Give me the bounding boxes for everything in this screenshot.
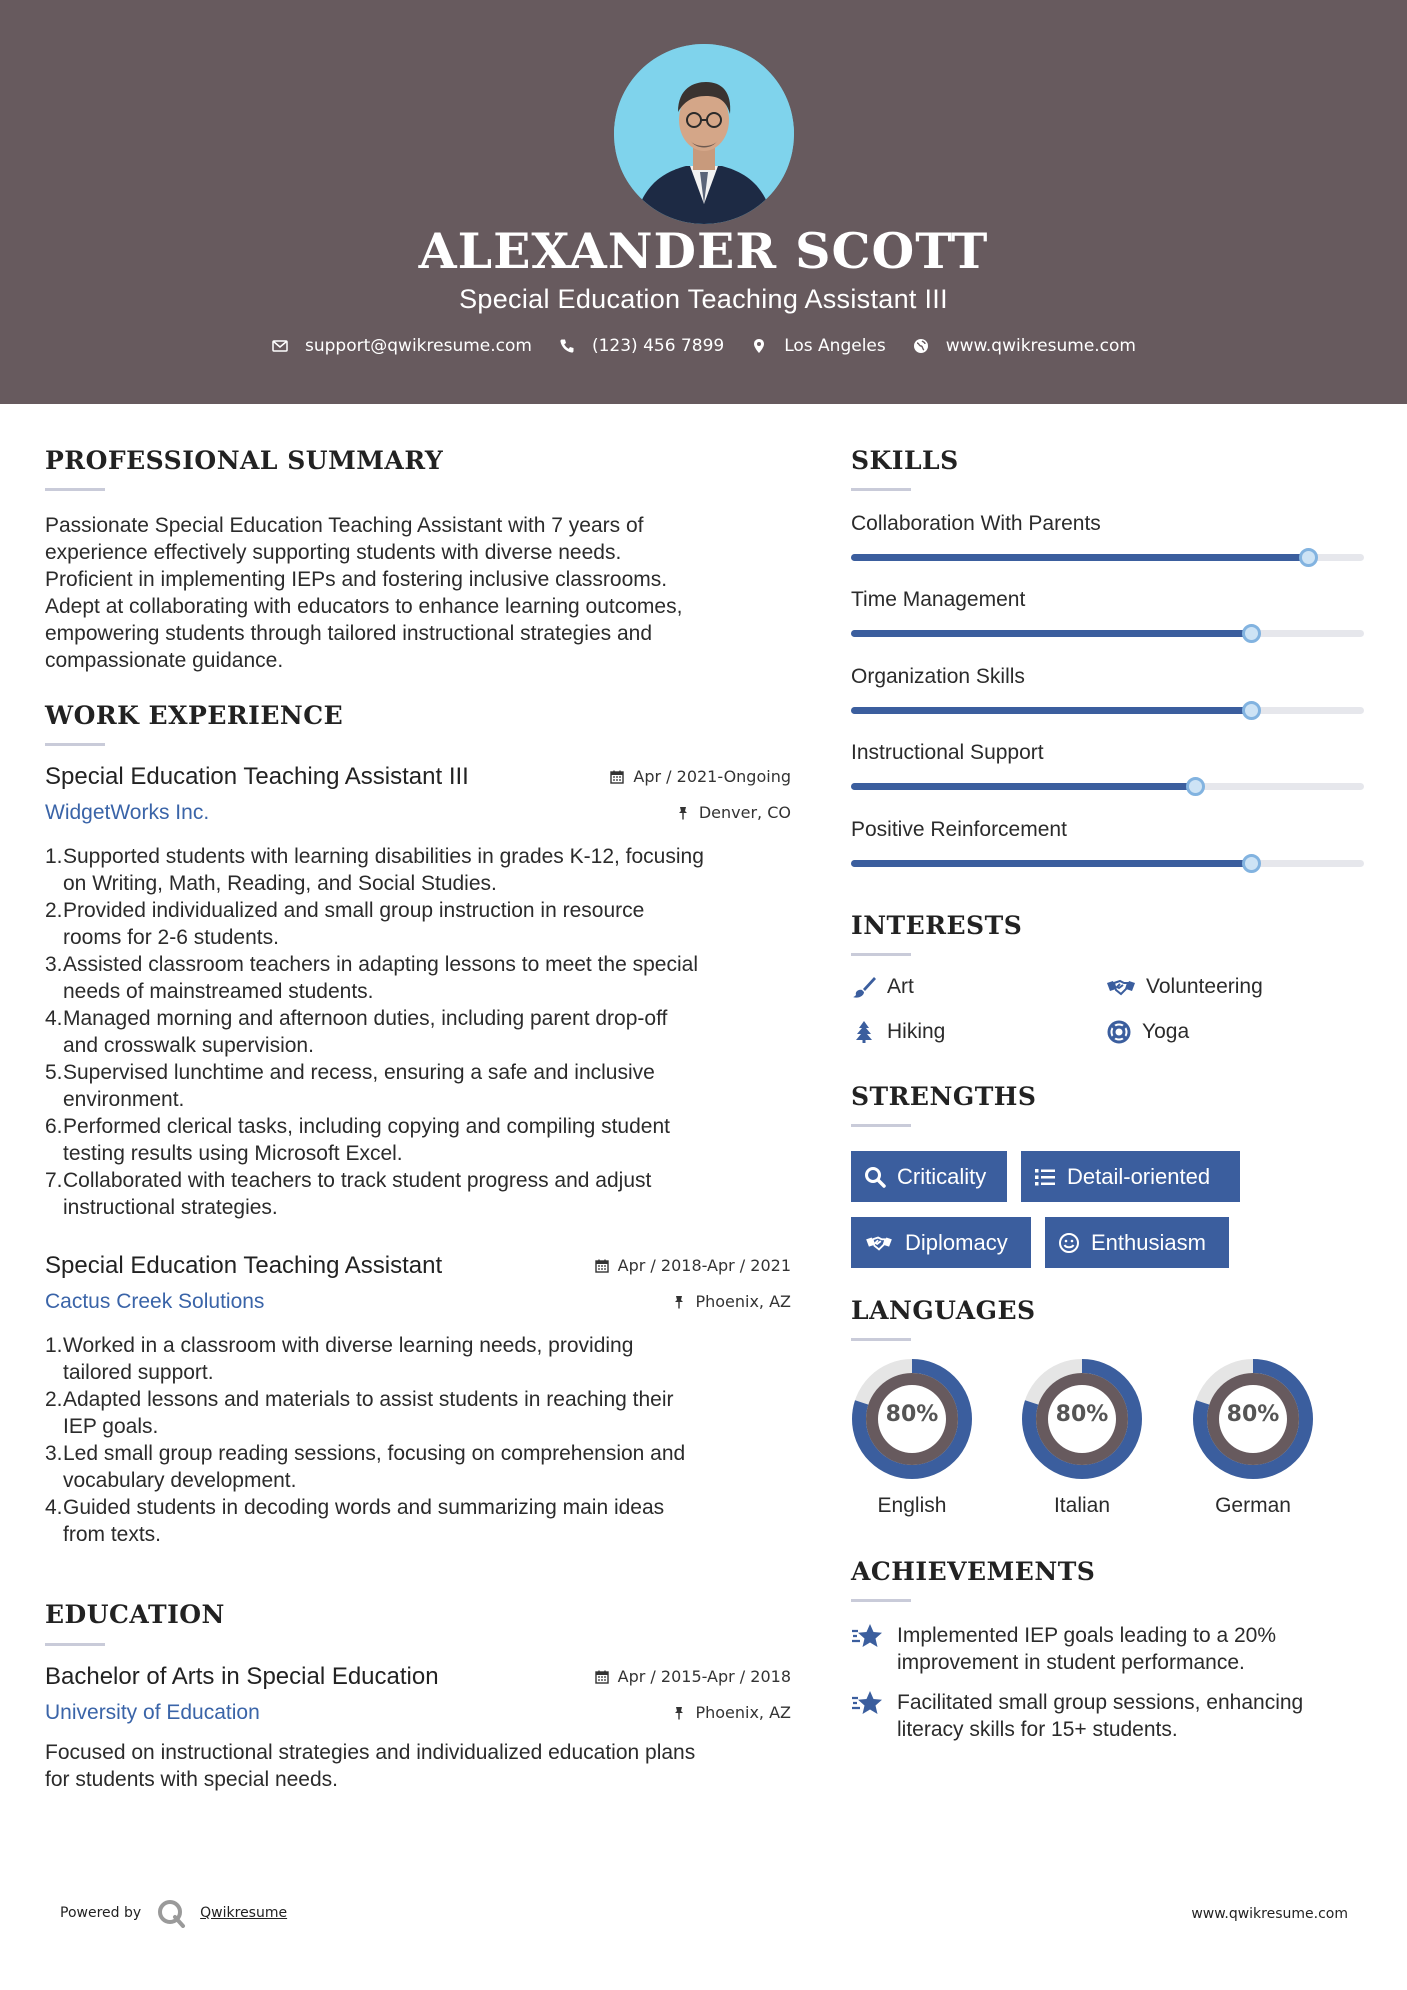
skill-name: Instructional Support [851,741,1044,764]
skill-bar-track [851,860,1364,867]
achievement-item [851,1622,1371,1676]
list-item: 4. Managed morning and afternoon duties, including parent drop-off and crosswalk supervision. [45,1007,668,1057]
job-location [672,1292,791,1311]
envelope-icon [271,337,289,355]
website-text: www.qwikresume.com [945,336,1136,356]
list-item: 3. Led small group reading sessions, focusing on comprehension and vocabulary development. [45,1442,686,1492]
achievement-item [851,1689,1371,1743]
strength-badge-criticality [851,1151,1007,1202]
school-name: University of Education [45,1701,260,1724]
candidate-name: ALEXANDER SCOTT [418,222,989,280]
degree-title: Bachelor of Arts in Special Education [45,1663,439,1690]
skill-level-knob [1186,777,1205,796]
education-location [672,1703,791,1722]
skill-bar-track [851,630,1364,637]
skill-level-knob [1242,701,1261,720]
job-company: WidgetWorks Inc. [45,801,210,824]
skills-divider [851,488,911,491]
language-name: German [1215,1494,1291,1517]
skill-bar-fill [851,630,1251,637]
languages-heading: LANGUAGES [851,1296,1036,1325]
summary-line: compassionate guidance. [45,649,284,672]
languages-divider [851,1338,911,1341]
phone-icon [558,337,576,355]
map-pin-icon [750,337,768,355]
list-item: 6. Performed clerical tasks, including copying and compiling student testing results using Microsoft Excel. [45,1115,670,1165]
education-heading: EDUCATION [45,1600,225,1629]
skill-level-knob [1242,624,1261,643]
job-location-text: Phoenix, AZ [695,1292,791,1311]
language-item [851,1358,973,1517]
skill-item [851,665,1364,721]
summary-divider [45,488,105,491]
summary-line: Adept at collaborating with educators to enhance learning outcomes, [45,595,683,618]
education-description [45,1739,791,1793]
calendar-icon [610,770,624,784]
search-icon [863,1165,887,1189]
list-item: 2. Adapted lessons and materials to assist students in reaching their IEP goals. [45,1388,674,1438]
skill-level-knob [1242,854,1261,873]
language-percent: 80% [885,1402,939,1427]
list-item: 1. Supported students with learning disabilities in grades K-12, focusing on Writing, Math, Reading, and Social Studies. [45,845,704,895]
list-icon [1033,1165,1057,1189]
job-location-text: Denver, CO [698,803,791,822]
interest-label: Art [887,975,914,998]
pushpin-icon [672,1295,686,1309]
job-duties [45,1332,791,1548]
strength-label: Enthusiasm [1091,1229,1206,1255]
email-text: support@qwikresume.com [305,336,532,356]
interests-divider [851,953,911,956]
phone-text: (123) 456 7899 [591,336,725,356]
skill-name: Collaboration With Parents [851,512,1101,535]
job-location [676,803,791,822]
strength-badge-detail-oriented [1021,1151,1240,1202]
pushpin-icon [672,1706,686,1720]
pushpin-icon [676,806,690,820]
calendar-icon [595,1259,609,1273]
skill-bar-fill [851,783,1195,790]
job-entry [45,763,791,1233]
contact-bar [0,336,1407,356]
job-duties [45,843,791,1221]
language-percent: 80% [1055,1402,1109,1427]
language-percent: 80% [1226,1402,1280,1427]
skill-name: Organization Skills [851,665,1025,688]
tree-icon [851,1020,877,1044]
contact-email[interactable] [271,336,532,356]
interest-label: Volunteering [1146,975,1263,998]
summary-line: empowering students through tailored instructional strategies and [45,622,653,645]
summary-line: Passionate Special Education Teaching Assistant with 7 years of [45,514,644,537]
job-date-text: Apr / 2018-Apr / 2021 [617,1256,791,1275]
achievement-line: Facilitated small group sessions, enhancing [897,1691,1304,1714]
qwikresume-logo-icon [156,1898,186,1928]
header [0,0,1407,404]
skill-item [851,512,1364,568]
profile-photo [614,44,794,224]
skill-bar-track [851,707,1364,714]
skill-name: Time Management [851,588,1026,611]
strengths-heading: STRENGTHS [851,1082,1037,1111]
location-text: Los Angeles [784,336,886,356]
strength-badge-enthusiasm [1045,1217,1229,1268]
strength-label: Criticality [897,1163,987,1189]
list-item: 2. Provided individualized and small group instruction in resource rooms for 2-6 students. [45,899,645,949]
star-icon [851,1622,885,1652]
achievement-line: literacy skills for 15+ students. [897,1718,1178,1741]
skill-bar-track [851,554,1364,561]
lifebuoy-icon [1106,1020,1132,1044]
skill-bar-fill [851,554,1308,561]
interest-label: Hiking [887,1020,946,1043]
skill-bar-fill [851,860,1251,867]
work-divider [45,743,105,746]
footer-website[interactable]: www.qwikresume.com [1191,1906,1348,1922]
education-location-text: Phoenix, AZ [695,1703,791,1722]
interests-heading: INTERESTS [851,911,1023,940]
skill-level-knob [1299,548,1318,567]
education-date [595,1667,791,1686]
skill-item [851,588,1364,644]
skills-heading: SKILLS [851,446,959,475]
summary-text [45,512,790,674]
strength-badge-diplomacy [851,1217,1031,1268]
education-entry [45,1663,791,1813]
skill-name: Positive Reinforcement [851,818,1067,841]
list-item: 4. Guided students in decoding words and summarizing main ideas from texts. [45,1496,665,1546]
interest-yoga [1106,1020,1189,1044]
interest-volunteering [1106,975,1263,999]
strengths-divider [851,1124,911,1127]
job-title: Special Education Teaching Assistant [45,1252,443,1279]
avatar [614,44,794,224]
skill-bar-track [851,783,1364,790]
globe-icon [912,337,930,355]
skill-bar-fill [851,707,1251,714]
list-item: 3. Assisted classroom teachers in adapting lessons to meet the special needs of mainstreamed students. [45,953,698,1003]
education-line: for students with special needs. [45,1768,338,1791]
summary-heading: PROFESSIONAL SUMMARY [45,446,444,475]
language-item [1192,1358,1314,1517]
contact-location [750,336,886,356]
achievement-line: Implemented IEP goals leading to a 20% [897,1624,1277,1647]
language-item [1021,1358,1143,1517]
list-item: 1. Worked in a classroom with diverse learning needs, providing tailored support. [45,1334,634,1384]
interest-hiking [851,1020,945,1044]
job-title: Special Education Teaching Assistant III [45,763,469,790]
brand-link[interactable]: Qwikresume [200,1905,288,1921]
handshake-icon [1106,975,1136,999]
powered-by-text: Powered by [60,1905,142,1921]
interest-art [851,975,914,999]
achievements-divider [851,1599,911,1602]
candidate-title: Special Education Teaching Assistant III [459,284,948,314]
skill-item [851,818,1364,874]
smile-icon [1057,1231,1081,1255]
job-date [610,767,791,786]
achievement-line: improvement in student performance. [897,1651,1245,1674]
contact-website[interactable] [912,336,1136,356]
interest-label: Yoga [1142,1020,1190,1043]
work-heading: WORK EXPERIENCE [45,701,344,730]
education-divider [45,1643,105,1646]
list-item: 7. Collaborated with teachers to track student progress and adjust instructional strategies. [45,1169,652,1219]
achievements-heading: ACHIEVEMENTS [851,1557,1096,1586]
job-date-text: Apr / 2021-Ongoing [633,767,791,786]
handshake-icon [863,1231,895,1255]
star-icon [851,1689,885,1719]
list-item: 5. Supervised lunchtime and recess, ensuring a safe and inclusive environment. [45,1061,655,1111]
job-date [595,1256,791,1275]
summary-line: Proficient in implementing IEPs and fostering inclusive classrooms. [45,568,668,591]
paintbrush-icon [851,975,877,999]
footer-powered-by [60,1898,287,1928]
calendar-icon [595,1670,609,1684]
skill-item [851,741,1364,797]
strength-label: Detail-oriented [1067,1163,1211,1189]
summary-line: experience effectively supporting students with diverse needs. [45,541,622,564]
education-line: Focused on instructional strategies and individualized education plans [45,1741,696,1764]
language-name: Italian [1053,1494,1111,1517]
language-name: English [877,1494,947,1517]
job-company: Cactus Creek Solutions [45,1290,265,1313]
strength-label: Diplomacy [905,1229,1008,1255]
contact-phone[interactable] [558,336,724,356]
job-entry [45,1252,791,1552]
education-date-text: Apr / 2015-Apr / 2018 [617,1667,791,1686]
